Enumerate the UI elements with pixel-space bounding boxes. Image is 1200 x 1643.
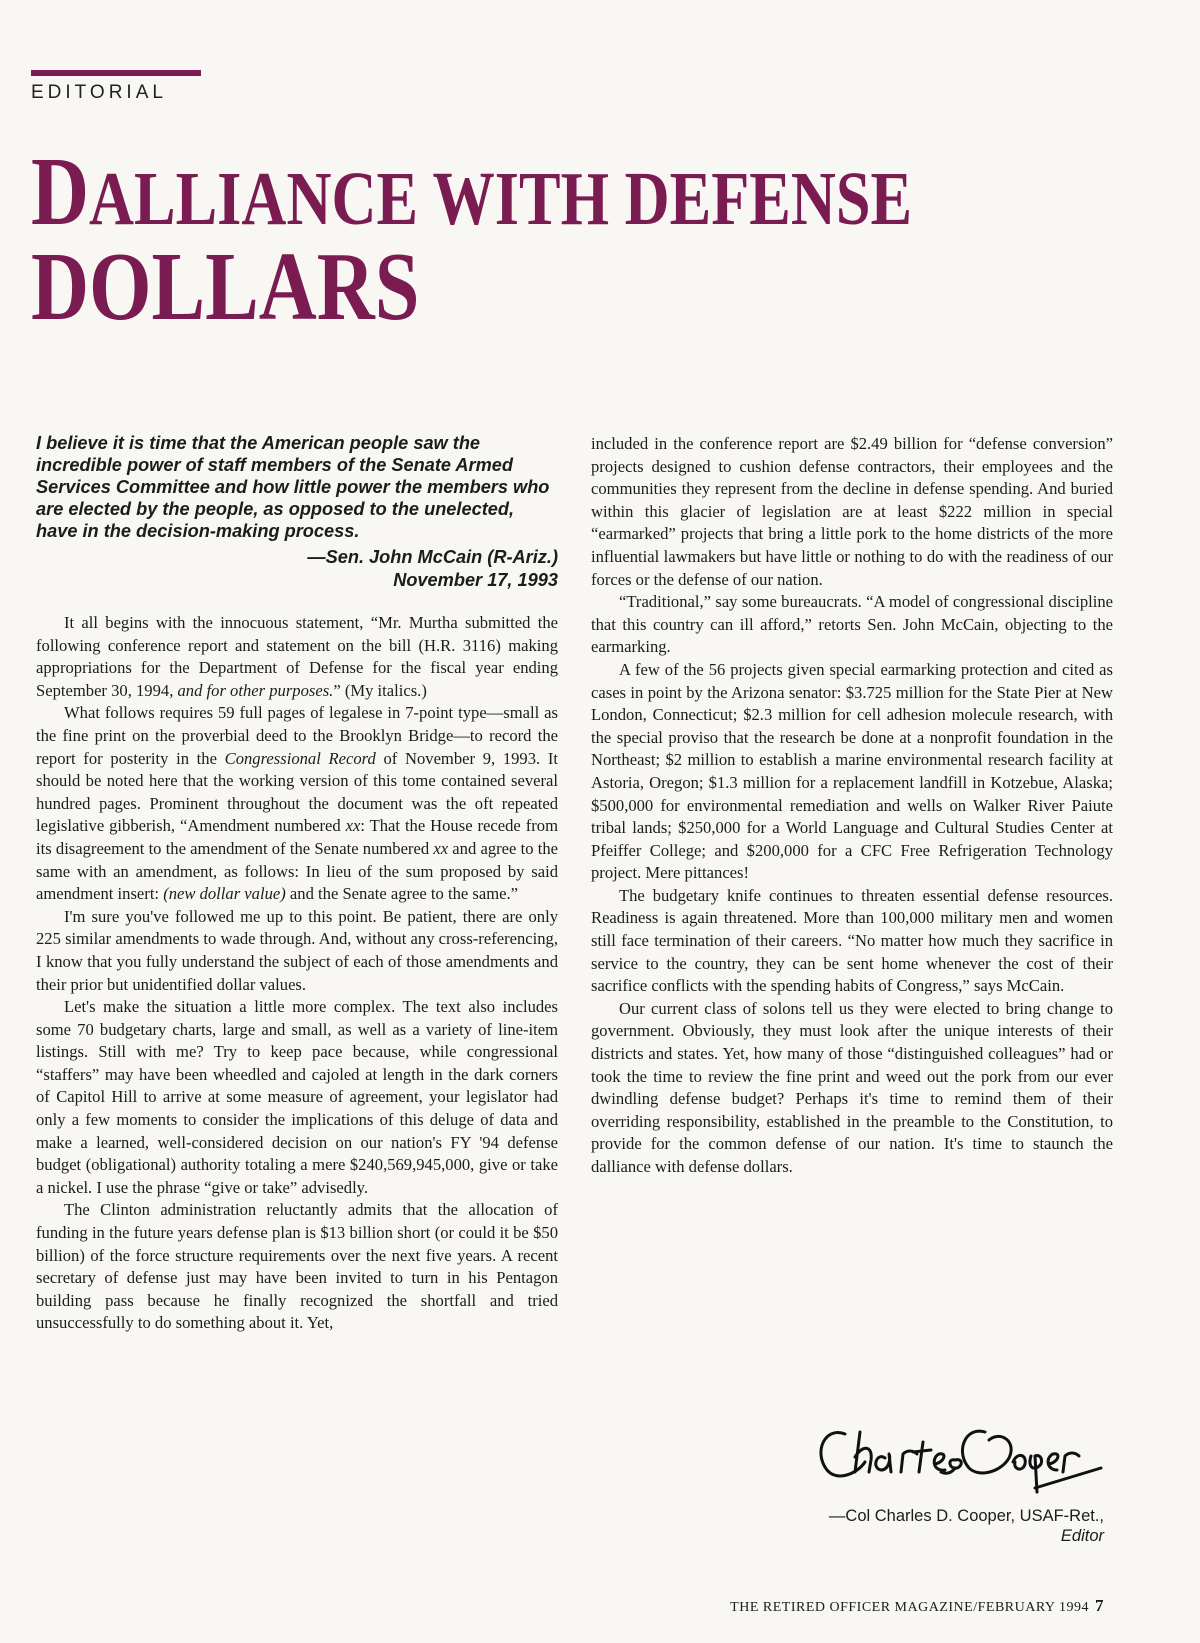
- paragraph-2-italic: Congressional Record: [224, 748, 376, 768]
- page-number: 7: [1095, 1596, 1104, 1615]
- headline-line1: ALLIANCE WITH DEFENSE: [89, 157, 913, 241]
- paragraph-8: A few of the 56 projects given special earmarking protection and cited as cases in point by the Arizona senator: $3.725 million for the State Pier at New London, Connecticut; $2.3 million for cell adhesion molecule research, with the special proviso that the research be done at a nonprofit foundation in the Northeast; $2 million to establish a marine environmental research facility at Astoria, Oregon; $1.3 million for a replacement landfill in Kotzebue, Alaska; $500,000 for environmental remediation and wells on Walker River Paiute tribal lands; $250,000 for a World Language and Cultural Studies Center at Pfeiffer College; and $200,000 for a CFC Free Refrigeration Technology project. Mere pittances!: [591, 659, 1113, 883]
- signature: [805, 1412, 1105, 1502]
- paragraph-2-text-b: of November 9, 1993. It should be noted here that the working version of this tome contained several hundred pages. Prominent throughout the document was the oft repeated legislative gibberish, “Amendment numbered: [36, 748, 558, 836]
- section-label: EDITORIAL: [31, 82, 167, 103]
- paragraph-7: “Traditional,” say some bureaucrats. “A model of congressional discipline that this country can ill afford,” retorts Sen. John McCain, objecting to the earmarking.: [591, 592, 1113, 657]
- paragraph-1-text-a: It all begins with the innocuous statement, “Mr. Murtha submitted the following conference report and statement on the bill (H.R. 3116) making appropriations for the Department of Defense for the fiscal year ending September 30, 1994,: [36, 613, 558, 700]
- paragraph-2-text-e: and the Senate agree to the same.”: [285, 884, 518, 904]
- paragraph-5: The Clinton administration reluctantly admits that the allocation of funding in the future years defense plan is $13 billion short (or could it be $50 billion) of the force structure requirements over the next five years. A recent secretary of defense just may have been invited to turn in his Pentagon building pass because he finally recognized the shortfall and tried unsuccessfully to do something about it. Yet,: [36, 1200, 558, 1333]
- paragraph-10: Our current class of solons tell us they were elected to bring change to government. Obviously, they must look after the unique interests of their districts and states. Yet, how many of those “distinguished colleagues” had or took the time to review the fine print and weed out the pork from our ever dwindling defense budget? Perhaps it's time to remind them of their overriding responsibility, established in the preamble to the Constitution, to provide for the common defense of our nation. It's time to staunch the dalliance with defense dollars.: [591, 998, 1113, 1176]
- paragraph-2-italic-4: (new dollar value): [163, 884, 286, 904]
- headline: [31, 138, 949, 341]
- headline-initial: D: [31, 138, 90, 246]
- paragraph-1: [36, 612, 558, 702]
- editor-name: —Col Charles D. Cooper, USAF-Ret.,: [828, 1507, 1104, 1525]
- page-footer: [730, 1596, 1104, 1616]
- paragraph-6: included in the conference report are $2.49 billion for “defense conversion” projects designed to cushion defense contractors, their employees and the communities they represent from the decline in defense spending. And buried within this glacier of legislation are at least $222 million in special “earmarked” projects that bring a little pork to the home districts of the more influential lawmakers but have little or nothing to do with the readiness of our forces or the defense of our nation.: [591, 434, 1113, 589]
- editor-title: Editor: [1060, 1527, 1104, 1545]
- paragraph-9: The budgetary knife continues to threaten essential defense resources. Readiness is again threatened. More than 100,000 military men and women still face termination of their careers. “No matter how much they sacrifice in service to the country, they can be sent home whenever the cost of their sacrifice conflicts with the spending habits of Congress,” says McCain.: [591, 885, 1113, 996]
- right-column: [591, 433, 1113, 1179]
- epigraph-quote: I believe it is time that the American people saw the incredible power of staff members of the Senate Armed Services Committee and how little power the members who are elected by the people, as opposed to the unelected, have in the decision-making process.: [36, 433, 550, 541]
- paragraph-1-text-b: ” (My italics.): [333, 680, 427, 700]
- paragraph-2-text-a: What follows requires 59 full pages of legalese in 7-point type—small as the fine print on the proverbial deed to the Brooklyn Bridge—to record the report for posterity in the: [36, 703, 558, 768]
- paragraph-4: Let's make the situation a little more complex. The text also includes some 70 budgetary charts, large and small, as well as a variety of line-item listings. Still with me? Try to keep pace because, while congressional “staffers” may have been wheedled and cajoled at length in the dark corners of Capitol Hill to arrive at some measure of agreement, your legislator had only a few moments to consider the implications of this deluge of data and make a learned, well-considered decision on our nation's FY '94 defense budget (obligational) authority totaling a mere $240,569,945,000, give or take a nickel. I use the phrase “give or take” advisedly.: [36, 997, 558, 1197]
- epigraph-author: —Sen. John McCain (R-Ariz.): [307, 547, 558, 567]
- section-rule: [31, 70, 201, 76]
- paragraph-3: I'm sure you've followed me up to this point. Be patient, there are only 225 similar amendments to wade through. And, without any cross-referencing, I know that you fully understand the subject of each of those amendments and their prior but unidentified dollar values.: [36, 906, 558, 994]
- paragraph-2-text-d: and agree to the same with an amendment, as follows: In lieu of the sum proposed by said amendment insert:: [36, 838, 558, 904]
- paragraph-1-italic: and for other purposes.: [177, 680, 334, 700]
- footer-publication: THE RETIRED OFFICER MAGAZINE/FEBRUARY 1994: [730, 1600, 1089, 1615]
- paragraph-2-text-c: : That the House recede from its disagreement to the amendment of the Senate numbered: [36, 816, 558, 858]
- paragraph-2: [36, 702, 558, 905]
- headline-line2: DOLLARS: [31, 233, 420, 341]
- paragraph-2-italic-3: xx: [433, 838, 449, 858]
- epigraph-date: November 17, 1993: [393, 570, 558, 590]
- left-column: [36, 432, 558, 1335]
- paragraph-2-italic-2: xx: [345, 816, 361, 836]
- epigraph-attribution: [36, 546, 558, 592]
